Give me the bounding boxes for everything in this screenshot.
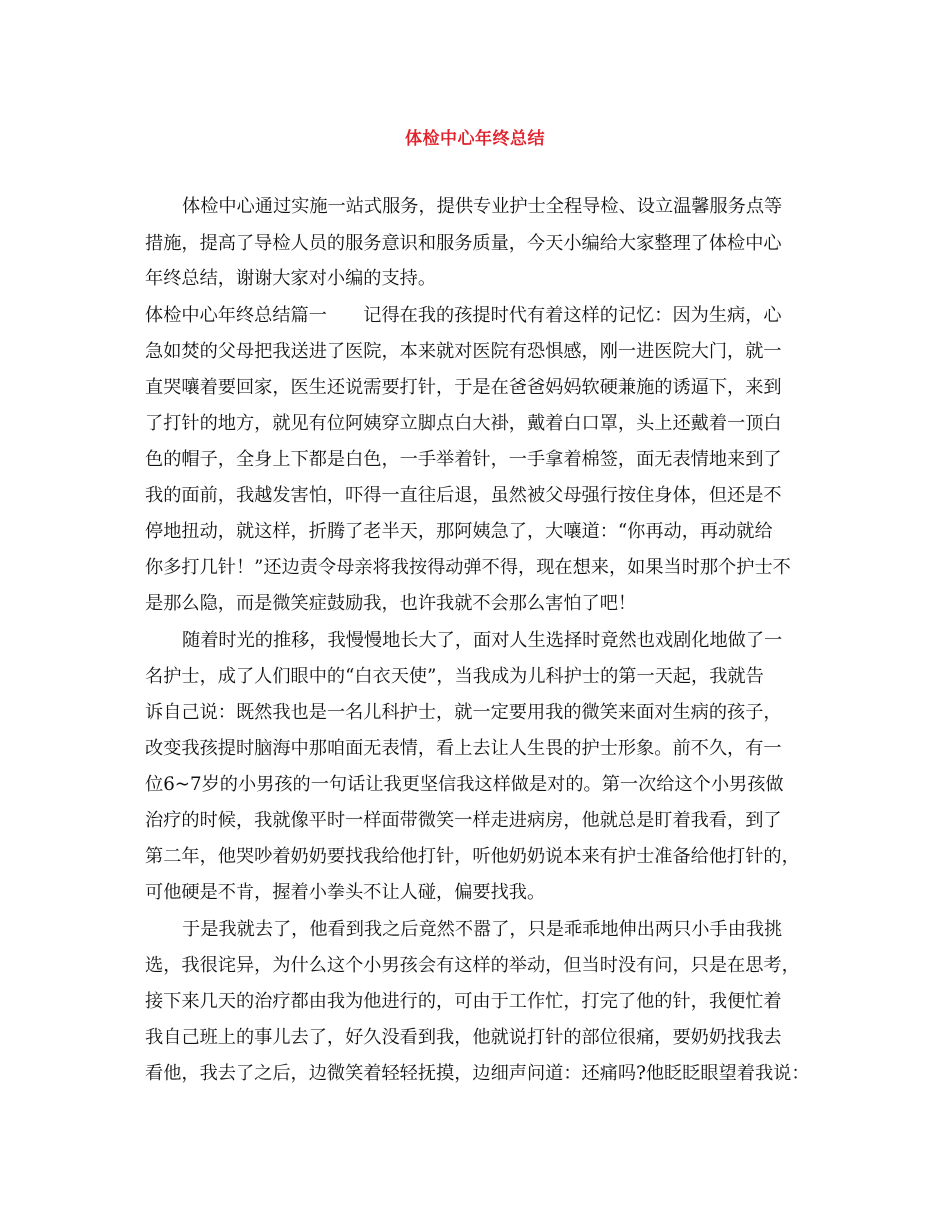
text-line: 第二年，他哭吵着奶奶要找我给他打针，听他奶奶说本来有护士准备给他打针的， (145, 846, 800, 867)
text-line: 接下来几天的治疗都由我为他进行的，可由于工作忙，打完了他的针，我便忙着 (145, 991, 782, 1012)
text-line: 措施，提高了导检人员的服务意识和服务质量，今天小编给大家整理了体检中心 (145, 233, 782, 254)
text-line: 你多打几针！”还边责令母亲将我按得动弹不得，现在想来，如果当时那个护士不 (145, 557, 791, 578)
text-line: 停地扭动，就这样，折腾了老半天，那阿姨急了，大嚷道：“你再动，再动就给 (145, 521, 773, 542)
text-line: 了打针的地方，就见有位阿姨穿立脚点白大褂，戴着白口罩，头上还戴着一顶白 (145, 413, 782, 434)
text-line: 看他，我去了之后，边微笑着轻轻抚摸，边细声问道：还痛吗?他眨眨眼望着我说： (145, 1063, 810, 1084)
text-line: 体检中心年终总结篇一 记得在我的孩提时代有着这样的记忆：因为生病，心 (145, 305, 782, 326)
text-line: 选，我很诧异，为什么这个小男孩会有这样的举动，但当时没有问，只是在思考， (145, 955, 800, 976)
text-line: 改变我孩提时脑海中那咱面无表情，看上去让人生畏的护士形象。前不久，有一 (145, 738, 782, 759)
text-line: 急如焚的父母把我送进了医院，本来就对医院有恐惧感，刚一进医院大门，就一 (145, 341, 782, 362)
text-line: 诉自己说：既然我也是一名儿科护士，就一定要用我的微笑来面对生病的孩子， (145, 702, 782, 723)
text-line: 于是我就去了，他看到我之后竟然不嚣了，只是乖乖地伸出两只小手由我挑 (182, 919, 783, 940)
text-line: 名护士，成了人们眼中的“白衣天使”，当我成为儿科护士的第一天起，我就告 (145, 666, 764, 687)
text-line: 直哭嚷着要回家，医生还说需要打针，于是在爸爸妈妈软硬兼施的诱逼下，来到 (145, 377, 782, 398)
text-line: 我的面前，我越发害怕，吓得一直往后退，虽然被父母强行按住身体，但还是不 (145, 485, 782, 506)
text-line: 是那么隐，而是微笑症鼓励我，也许我就不会那么害怕了吧！ (145, 593, 637, 614)
text-line: 色的帽子，全身上下都是白色，一手举着针，一手拿着棉签，面无表情地来到了 (145, 449, 782, 470)
text-line: 可他硬是不肯，握着小拳头不让人碰，偏要找我。 (145, 882, 546, 903)
text-line: 治疗的时候，我就像平时一样面带微笑一样走进病房，他就总是盯着我看，到了 (145, 810, 782, 831)
text-line: 我自己班上的事儿去了，好久没看到我，他就说打针的部位很痛，要奶奶找我去 (145, 1027, 782, 1048)
text-line: 体检中心通过实施一站式服务，提供专业护士全程导检、设立温馨服务点等 (182, 196, 783, 217)
text-line: 年终总结，谢谢大家对小编的支持。 (145, 268, 437, 289)
text-line: 随着时光的推移，我慢慢地长大了，面对人生选择时竟然也戏剧化地做了一 (182, 630, 783, 651)
document-title: 体检中心年终总结 (405, 129, 545, 149)
text-line: 位6~7岁的小男孩的一句话让我更坚信我这样做是对的。第一次给这个小男孩做 (145, 774, 784, 795)
